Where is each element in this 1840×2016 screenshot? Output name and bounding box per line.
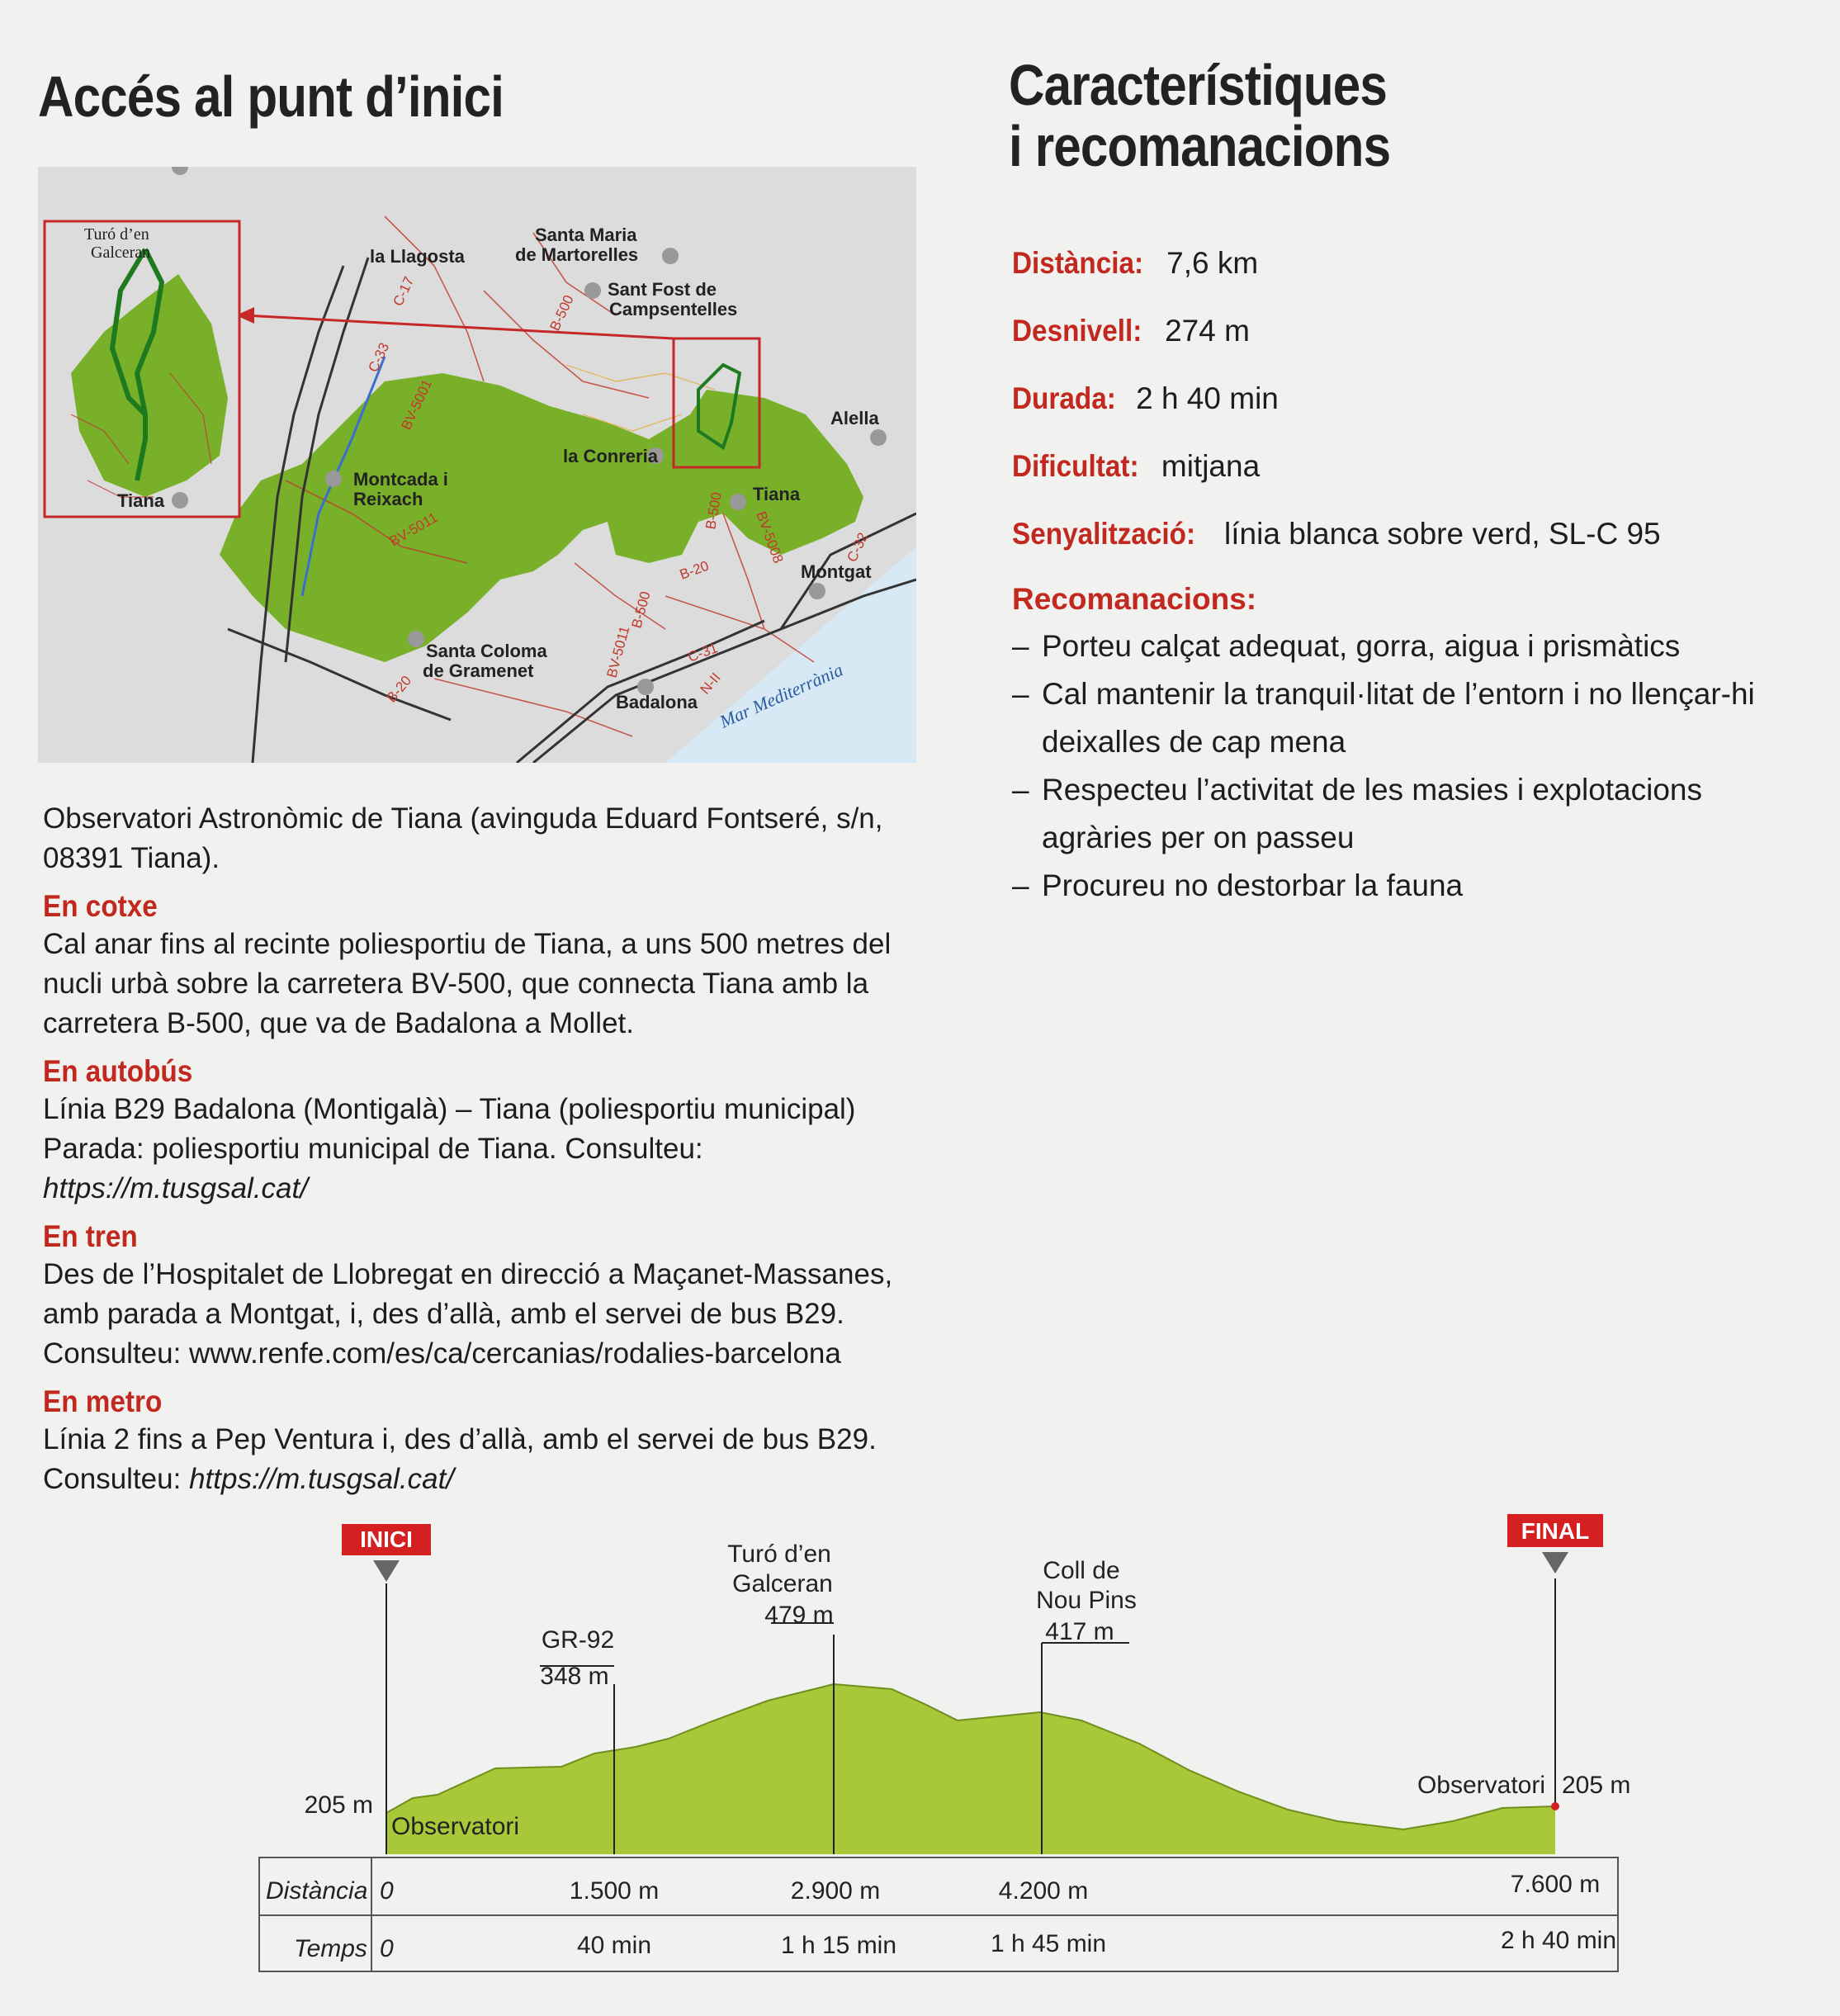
recommendation-item: – Porteu calçat adequat, gorra, aigua i prismàtics [1012, 622, 1805, 670]
svg-text:de Martorelles: de Martorelles [515, 244, 639, 265]
time-cell: 1 h 45 min [990, 1930, 1107, 1957]
svg-text:Alella: Alella [830, 408, 879, 428]
peak-elev: 479 m [764, 1602, 834, 1629]
end-name: Observatori [1417, 1772, 1545, 1799]
svg-text:Turó d’en: Turó d’en [727, 1540, 831, 1568]
gr92-name: GR-92 [541, 1626, 615, 1654]
train-text: Des de l’Hospitalet de Llobregat en direcció a Maçanet-Massanes, amb parada a Montgat, i, des d’allà, amb el servei de bus B29. [43, 1258, 893, 1330]
svg-text:Coll de: Coll de [1043, 1557, 1120, 1584]
gr92-elev: 348 m [540, 1663, 609, 1690]
distance-cell: 4.200 m [998, 1877, 1089, 1905]
time-cell: 1 h 15 min [780, 1932, 897, 1959]
time-cell: 40 min [576, 1932, 652, 1959]
recommendations-heading: Recomanacions: [1012, 582, 1257, 616]
distance-cell: 0 [380, 1877, 394, 1905]
map-peak-label: Turó d’en [84, 225, 149, 244]
svg-text:Santa Coloma: Santa Coloma [426, 641, 547, 661]
distance-cell: 7.600 m [1510, 1871, 1601, 1898]
svg-text:C-33: C-33 [365, 340, 393, 375]
svg-text:N-II: N-II [697, 670, 724, 698]
svg-text:BV-5001: BV-5001 [398, 376, 436, 433]
svg-text:C-31: C-31 [685, 640, 721, 665]
svg-text:Campsentelles: Campsentelles [609, 299, 738, 319]
svg-text:Sant Fost de: Sant Fost de [608, 279, 717, 300]
svg-text:Nou Pins: Nou Pins [1036, 1587, 1137, 1614]
distance-cell: 2.900 m [790, 1877, 881, 1905]
time-cell: 2 h 40 min [1500, 1927, 1617, 1954]
features-panel [1012, 230, 1805, 910]
access-map [38, 167, 916, 763]
bus-link[interactable]: https://m.tusgsal.cat/ [43, 1172, 308, 1204]
profile-fill [386, 1684, 1555, 1854]
features-title [1009, 54, 1390, 177]
start-pointer-icon [373, 1560, 400, 1582]
distance-row-label: Distància [266, 1877, 368, 1905]
access-info [43, 799, 976, 1499]
start-elev: 205 m [304, 1791, 373, 1819]
metro-heading: En metro [43, 1384, 163, 1418]
metro-consult: Consulteu: [43, 1463, 190, 1495]
end-elev: 205 m [1562, 1772, 1631, 1799]
svg-text:B-20: B-20 [677, 557, 712, 583]
coll-elev: 417 m [1045, 1618, 1114, 1645]
svg-text:Reixach: Reixach [353, 489, 423, 509]
bus-stop: Parada: poliesportiu municipal de Tiana. Consulteu: [43, 1133, 703, 1165]
end-badge-label: FINAL [1521, 1518, 1590, 1544]
svg-text:BV-5011: BV-5011 [386, 509, 441, 550]
svg-text:la Conreria: la Conreria [563, 446, 658, 466]
svg-text:B-20: B-20 [383, 672, 415, 706]
svg-text:B-500: B-500 [628, 589, 654, 631]
svg-text:BV-5008: BV-5008 [753, 509, 787, 566]
svg-text:Montcada i: Montcada i [353, 469, 448, 490]
svg-text:B-500: B-500 [702, 490, 725, 531]
recommendations-list [1012, 622, 1805, 910]
time-cell: 0 [380, 1935, 394, 1962]
bus-line: Línia B29 Badalona (Montigalà) – Tiana (poliesportiu municipal) [43, 1093, 856, 1125]
start-address: Observatori Astronòmic de Tiana (avinguda Eduard Fontseré, s/n, 08391 Tiana). [43, 802, 883, 874]
map-sea-label: Mar Mediterrània [716, 659, 846, 732]
recommendation-item: – Procureu no destorbar la fauna [1012, 862, 1805, 910]
fact-elevation: Desnivell: 274 m [1012, 314, 1250, 348]
distance-cell: 1.500 m [569, 1877, 660, 1905]
fact-distance: Distància: 7,6 km [1012, 246, 1259, 280]
profile-table [259, 1857, 1618, 1971]
svg-text:Galceran: Galceran [732, 1570, 833, 1597]
fact-signage: Senyalització: línia blanca sobre verd, SL-C 95 [1012, 517, 1661, 551]
svg-text:Galceran: Galceran [91, 244, 151, 262]
metro-link[interactable]: https://m.tusgsal.cat/ [189, 1463, 455, 1495]
recommendation-item: – Respecteu l’activitat de les masies i explotacions agràries per on passeu [1012, 766, 1805, 862]
map-inset-town: Tiana [117, 490, 165, 511]
svg-text:BV-5011: BV-5011 [603, 624, 633, 680]
svg-text:C-32: C-32 [844, 530, 872, 565]
svg-text:la Llagosta: la Llagosta [370, 246, 465, 267]
train-link[interactable]: Consulteu: www.renfe.com/es/ca/cercanias/rodalies-barcelona [43, 1337, 841, 1370]
elevation-profile [0, 1503, 1840, 1998]
train-heading: En tren [43, 1219, 138, 1253]
svg-text:Santa Maria: Santa Maria [535, 225, 637, 245]
svg-text:Tiana: Tiana [753, 484, 801, 504]
svg-text:B-500: B-500 [546, 292, 577, 334]
time-row-label: Temps [294, 1935, 367, 1962]
start-badge-label: INICI [360, 1526, 413, 1552]
svg-text:Montgat: Montgat [801, 561, 872, 582]
bus-heading: En autobús [43, 1054, 193, 1088]
access-title: Accés al punt d’inici [38, 64, 504, 129]
svg-text:de Gramenet: de Gramenet [423, 660, 534, 681]
features-title-line1: Característiques [1009, 53, 1388, 117]
car-text: Cal anar fins al recinte poliesportiu de Tiana, a uns 500 metres del nucli urbà sobre la carretera BV-500, que connecta Tiana amb la carretera B-500, que va de Badalona a Mollet. [43, 928, 892, 1039]
car-heading: En cotxe [43, 889, 158, 923]
svg-text:Badalona: Badalona [616, 692, 698, 712]
svg-text:C-17: C-17 [390, 274, 418, 309]
end-pointer-icon [1542, 1552, 1568, 1574]
start-name: Observatori [391, 1813, 520, 1840]
recommendation-item: – Cal mantenir la tranquil·litat de l’entorn i no llençar-hi deixalles de cap mena [1012, 670, 1805, 766]
fact-difficulty: Dificultat: mitjana [1012, 449, 1261, 483]
features-title-line2: i recomanacions [1009, 114, 1391, 178]
metro-text: Línia 2 fins a Pep Ventura i, des d’allà, amb el servei de bus B29. [43, 1423, 877, 1455]
fact-duration: Durada: 2 h 40 min [1012, 381, 1279, 415]
